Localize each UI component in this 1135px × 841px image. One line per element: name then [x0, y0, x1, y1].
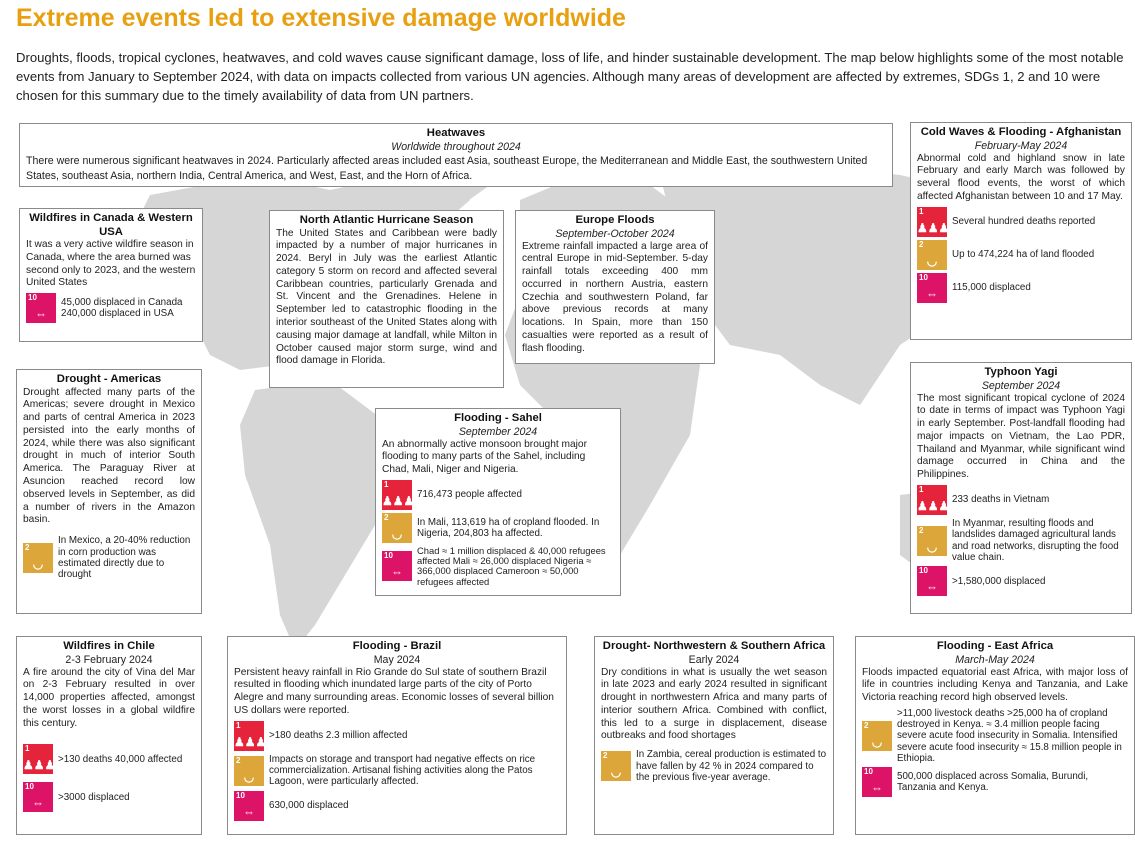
europe-floods-subtitle: September-October 2024 — [555, 227, 675, 240]
afghanistan-deaths: Several hundred deaths reported — [952, 216, 1096, 228]
canada-wildfires-title: Wildfires in Canada & Western USA — [29, 212, 193, 238]
typhoon-yagi-agriculture: In Myanmar, resulting floods and landslides damaged agricultural lands and road networks, disrupting the food value chain. — [952, 518, 1119, 563]
afghanistan-body: Abnormal cold and highland snow in late February and early March was followed by several flood events, the worst of which affected Afghanistan between 10 and 17 May. — [917, 152, 1125, 202]
sdg10-row — [23, 782, 195, 812]
east-africa-floods-body: Floods impacted equatorial east Africa, with major loss of life in countries including Kenya and Tanzania, and Lake Victoria reaching record high observed levels. — [862, 666, 1128, 704]
sahel-people-affected: 716,473 people affected — [417, 489, 522, 501]
afghanistan-land-flooded: Up to 474,224 ha of land flooded — [952, 249, 1095, 261]
intro-paragraph: Droughts, floods, tropical cyclones, heatwaves, and cold waves cause significant damage, loss of life, and hinder sustainable development. The map below highlights some of the most notable events from January to September 2024, with data on impacts collected from various UN agencies. Although many areas of development are affected by extremes, SDGs 1, 2 and 10 were chosen for this summary due to the timely availability of data from UN partners. — [16, 50, 1124, 103]
east-africa-floods-title: Flooding - East Africa — [936, 640, 1054, 652]
zero-hunger-icon: 2 ◡ — [601, 751, 631, 781]
sdg2-row — [917, 240, 1125, 270]
sdg2-row — [862, 708, 1128, 764]
brazil-displaced: 630,000 displaced — [269, 799, 349, 811]
sdg1-row — [917, 207, 1125, 237]
zero-hunger-icon: 2 ◡ — [917, 526, 947, 556]
zero-hunger-icon: 2 ◡ — [382, 513, 412, 543]
brazil-floods-title: Flooding - Brazil — [352, 640, 442, 652]
zero-hunger-icon: 2 ◡ — [917, 240, 947, 270]
sdg1-row — [23, 744, 195, 774]
hurricane-season-body: The United States and Caribbean were badly impacted by a number of major hurricanes in 2024. Beryl in July was the earliest Atlantic category 5 storm on record and affected several Caribbean countries, particularly Grenada and St. Vincent and the Grenadines. Helene in September led to catastrophic flooding in the interior southeast of the United States along with causing major damage at landfall, while Milton in October caused major storm surge, wind and flood damage in Florida. — [276, 227, 497, 367]
canada-wildfires-box — [19, 208, 203, 342]
typhoon-yagi-title: Typhoon Yagi — [984, 366, 1058, 378]
heatwaves-body: There were numerous significant heatwaves in 2024. Particularly affected areas included east Asia, southeast Europe, the Mediterranean and Middle East, the southwestern United States, southeast Asia, northern India, Central America, and West, East, and the Horn of Africa. — [26, 154, 868, 182]
zero-hunger-icon: 2 ◡ — [862, 721, 892, 751]
sahel-cropland: In Mali, 113,619 ha of cropland flooded. In Nigeria, 204,803 ha affected. — [417, 516, 600, 539]
europe-floods-title: Europe Floods — [575, 214, 655, 226]
chile-wildfires-box — [16, 636, 202, 835]
brazil-deaths: >180 deaths 2.3 million affected — [269, 730, 408, 742]
canada-wildfires-body: It was a very active wildfire season in Canada, where the area burned was second only to 2023, and the western United States — [26, 239, 196, 289]
afghanistan-box — [910, 122, 1132, 340]
afghanistan-title: Cold Waves & Flooding - Afghanistan — [920, 126, 1122, 138]
sdg10-row — [917, 273, 1125, 303]
sdg1-row — [382, 480, 614, 510]
typhoon-yagi-subtitle: September 2024 — [981, 379, 1061, 392]
sdg10-row — [917, 566, 1125, 596]
chile-deaths: >130 deaths 40,000 affected — [58, 753, 183, 765]
sdg2-row — [23, 535, 195, 580]
brazil-floods-body: Persistent heavy rainfall in Rio Grande do Sul state of southern Brazil resulted in flooding which inundated large parts of the city of Porto Alegre and many surrounding areas. Economic losses of several billion US dollars were reported. — [234, 666, 554, 716]
africa-drought-subtitle: Early 2024 — [688, 653, 740, 666]
sdg1-row — [234, 721, 560, 751]
typhoon-yagi-body: The most significant tropical cyclone of 2024 to date in terms of impact was Typhoon Yagi in early September. Post-landfall flooding had major impacts on Vietnam, the Lao PDR, Thailand and Myanmar, while significant wind damage occurred in China and the Philippines. — [917, 392, 1125, 481]
sahel-floods-subtitle: September 2024 — [458, 425, 538, 438]
sahel-floods-body: An abnormally active monsoon brought major flooding to many parts of the Sahel, including Chad, Mali, Niger and Nigeria. — [382, 438, 587, 476]
reduced-inequalities-icon: 10 ⇔ — [862, 767, 892, 797]
chile-wildfires-subtitle: 2-3 February 2024 — [65, 653, 153, 666]
east-africa-floods-box — [855, 636, 1135, 835]
drought-americas-box — [16, 369, 202, 614]
sdg1-row — [917, 485, 1125, 515]
africa-drought-box — [594, 636, 834, 835]
east-africa-food-insecurity: >11,000 livestock deaths >25,000 ha of cropland destroyed in Kenya. ≈ 3.4 million people facing severe acute food insecurity in Somalia. Intensified severe acute food insecurity ≈ 15.8 million people in Ethiopia. — [897, 707, 1122, 765]
no-poverty-icon: 1 ♟♟♟ — [382, 479, 415, 508]
drought-americas-body: Drought affected many parts of the Americas; severe drought in Mexico and parts of central America in 2023 persisted into the early months of 2024, while there was also significant drought in much of interior South America. The Paraguay River at Asuncion reached record low observed levels in September, as did a number of rivers in the Amazon basin. — [23, 386, 195, 526]
chile-displaced: >3000 displaced — [58, 791, 130, 803]
no-poverty-icon: 1 ♟♟♟ — [23, 744, 56, 773]
reduced-inequalities-icon: 10 ⇔ — [234, 791, 264, 821]
sdg2-row — [917, 518, 1125, 563]
heatwaves-box — [19, 123, 893, 187]
sdg10-row — [234, 791, 560, 821]
brazil-floods-box — [227, 636, 567, 835]
sdg2-row — [234, 754, 560, 788]
afghanistan-displaced: 115,000 displaced — [952, 282, 1031, 294]
typhoon-yagi-box — [910, 362, 1132, 614]
hurricane-season-title: North Atlantic Hurricane Season — [299, 214, 474, 226]
zero-hunger-icon: 2 ◡ — [234, 756, 264, 786]
east-africa-displaced: 500,000 displaced across Somalia, Burundi, Tanzania and Kenya. — [897, 771, 1089, 794]
reduced-inequalities-icon: 10 ⇔ — [23, 782, 53, 812]
sdg10-row — [382, 546, 614, 587]
brazil-floods-subtitle: May 2024 — [373, 653, 421, 666]
typhoon-yagi-deaths: 233 deaths in Vietnam — [952, 494, 1050, 506]
sdg2-row — [382, 513, 614, 543]
africa-drought-title: Drought- Northwestern & Southern Africa — [602, 640, 826, 652]
no-poverty-icon: 1 ♟♟♟ — [917, 485, 950, 514]
heatwaves-title: Heatwaves — [426, 127, 486, 139]
sahel-floods-box — [375, 408, 621, 596]
africa-drought-zambia: In Zambia, cereal production is estimated to have fallen by 42 % in 2024 compared to the previous five-year average. — [636, 749, 827, 783]
reduced-inequalities-icon: 10 ⇔ — [917, 273, 947, 303]
drought-americas-title: Drought - Americas — [56, 373, 162, 385]
sdg10-row — [862, 767, 1128, 797]
reduced-inequalities-icon: 10 ⇔ — [382, 551, 412, 581]
europe-floods-box — [515, 210, 715, 364]
sahel-displaced: Chad ≈ 1 million displaced & 40,000 refugees affected Mali ≈ 26,000 displaced Nigeria ≈ 366,000 displaced Cameroon ≈ 50,000 refugees affected — [417, 544, 606, 587]
no-poverty-icon: 1 ♟♟♟ — [917, 206, 950, 235]
brazil-agriculture: Impacts on storage and transport had negative effects on rice commercialization. Artisanal fishing activities along the Patos Lagoon, were particularly affected. — [269, 753, 536, 788]
sdg2-row — [601, 749, 827, 783]
zero-hunger-icon: 2 ◡ — [23, 543, 53, 573]
europe-floods-body: Extreme rainfall impacted a large area of central Europe in mid-September. 5-day rainfall totals exceeding 400 mm occurred in northern Austria, eastern Czechia and southwestern Poland, far above previous records at many locations. In Spain, more than 150 casualties were reported as a result of flash flooding. — [522, 240, 708, 354]
drought-americas-corn: In Mexico, a 20-40% reduction in corn production was estimated directly due to drought — [58, 535, 191, 581]
sahel-floods-title: Flooding - Sahel — [454, 412, 542, 424]
east-africa-floods-subtitle: March-May 2024 — [955, 653, 1035, 666]
no-poverty-icon: 1 ♟♟♟ — [234, 720, 267, 749]
typhoon-yagi-displaced: >1,580,000 displaced — [952, 575, 1046, 587]
canada-displaced: 45,000 displaced in Canada 240,000 displaced in USA — [61, 296, 183, 320]
chile-wildfires-body: A fire around the city of Vina del Mar on 2-3 February resulted in over 14,000 properties affected, amongst the worst losses in a global wildfire this century. — [23, 666, 195, 729]
heatwaves-subtitle: Worldwide throughout 2024 — [391, 140, 521, 153]
reduced-inequalities-icon: 10 ⇔ — [917, 566, 947, 596]
page-title: Extreme events led to extensive damage worldwide — [16, 4, 626, 32]
reduced-inequalities-icon: 10 ⇔ — [26, 293, 56, 323]
africa-drought-body: Dry conditions in what is usually the wet season in late 2023 and early 2024 resulted in significant drought in northwestern Africa and many parts of interior southern Africa. Combined with conflict, this led to a surge in displacement, disease outbreaks and food shortages — [601, 666, 827, 742]
sdg10-row — [26, 293, 196, 323]
chile-wildfires-title: Wildfires in Chile — [63, 640, 155, 652]
hurricane-season-box — [269, 210, 504, 388]
afghanistan-subtitle: February-May 2024 — [974, 139, 1068, 152]
